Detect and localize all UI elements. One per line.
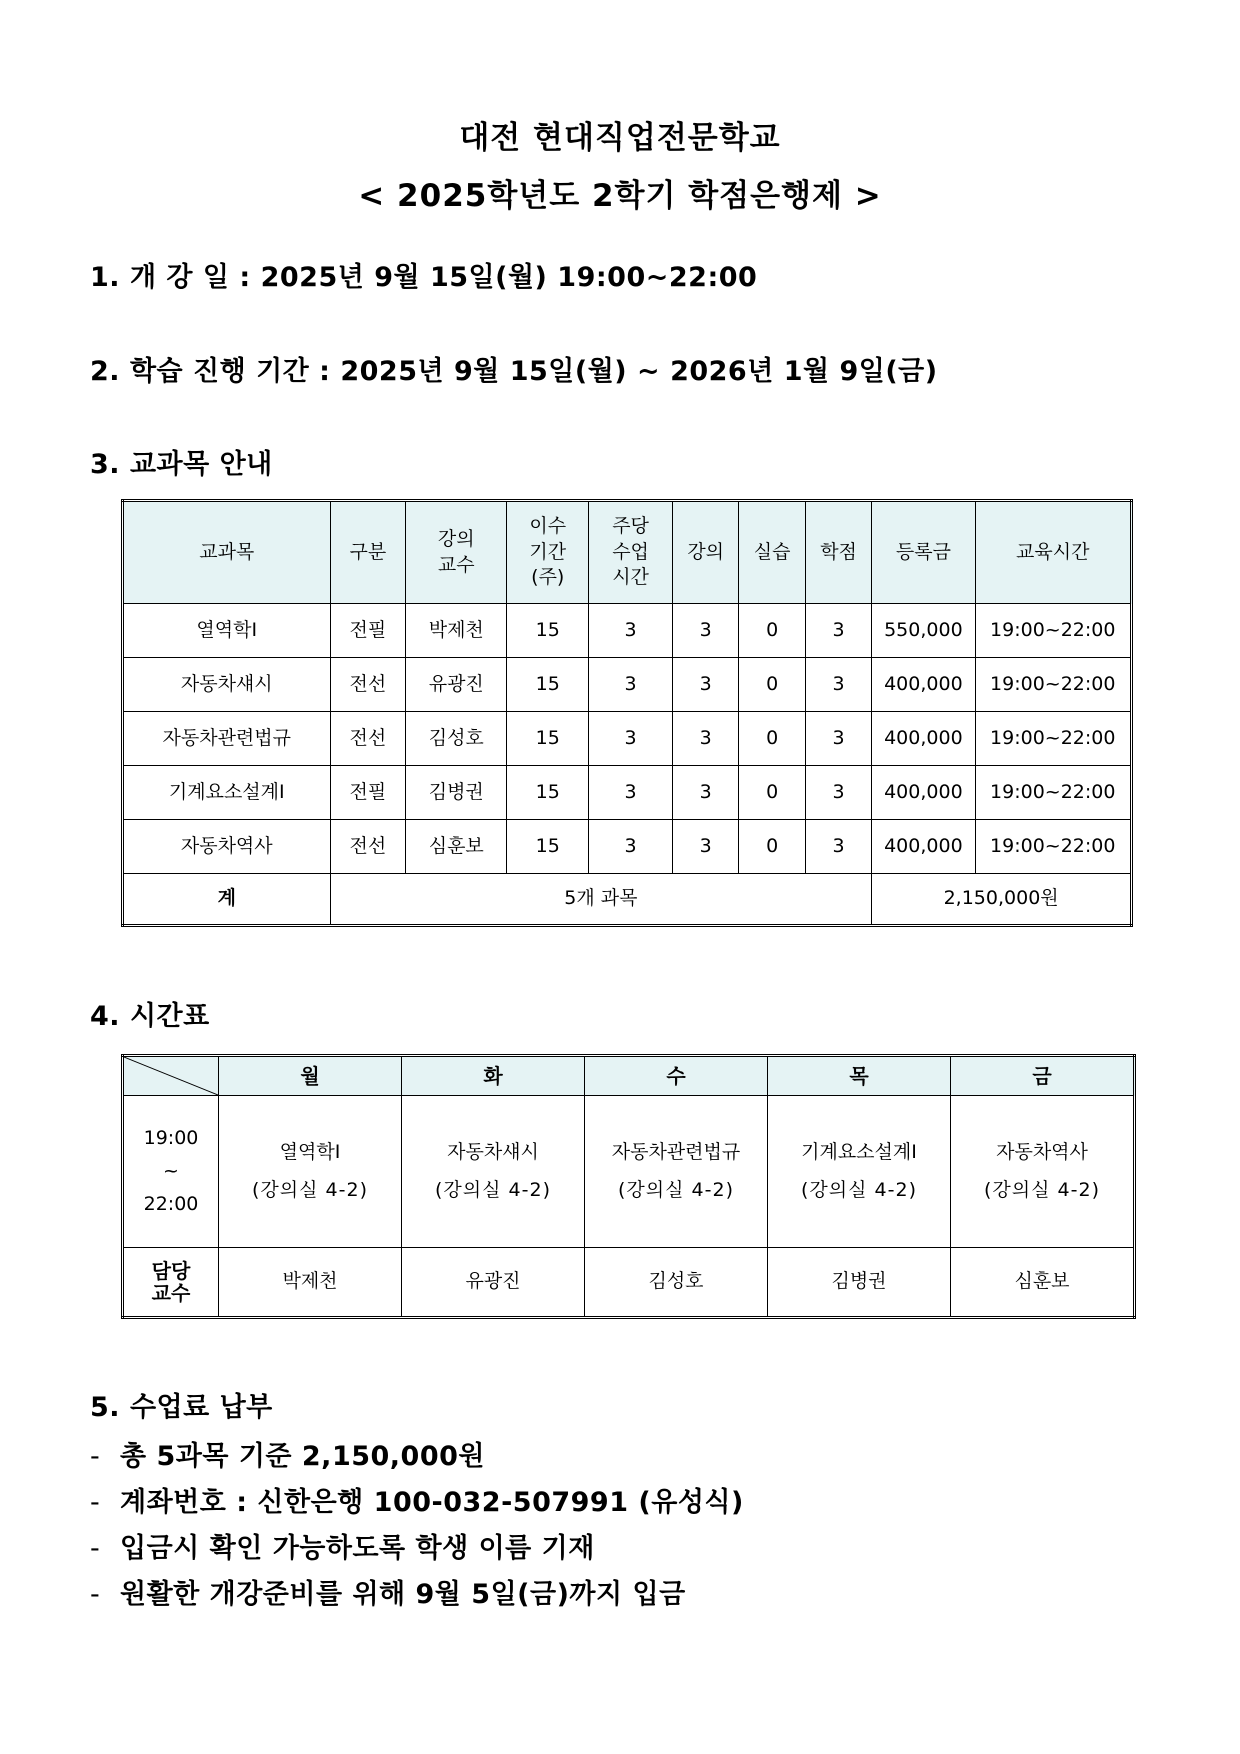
cell-weekly-hours: 3 (589, 604, 673, 658)
cell-practice: 0 (739, 604, 805, 658)
cell-practice: 0 (739, 766, 805, 820)
cell-fee: 400,000 (872, 766, 975, 820)
section-opening-date: 1. 개 강 일 : 2025년 9월 15일(월) 19:00~22:00 (90, 262, 758, 293)
cell-weekly-hours: 3 (589, 658, 673, 712)
cell-lecture: 3 (672, 820, 738, 874)
col-header-period: 이수 기간 (주) (507, 501, 589, 604)
cell-weekly-hours: 3 (589, 712, 673, 766)
time-slot-row (123, 1096, 1135, 1248)
professor-cell-mon: 박제천 (219, 1248, 402, 1318)
cell-fee: 400,000 (872, 820, 975, 874)
cell-lecture: 3 (672, 712, 738, 766)
cell-subject: 자동차섀시 (123, 658, 331, 712)
section-course-guide: 3. 교과목 안내 (90, 449, 273, 480)
cell-practice: 0 (739, 820, 805, 874)
section-tuition-payment: 5. 수업료 납부 (90, 1392, 273, 1423)
professor-row (123, 1248, 1135, 1318)
col-header-subject: 교과목 (123, 501, 331, 604)
section-timetable: 4. 시간표 (90, 1001, 210, 1032)
cell-period: 15 (507, 658, 589, 712)
cell-lecture: 3 (672, 766, 738, 820)
cell-fee: 550,000 (872, 604, 975, 658)
cell-period: 15 (507, 712, 589, 766)
total-course-count: 5개 과목 (330, 874, 872, 926)
payment-item: - 입금시 확인 가능하도록 학생 이름 기재 (90, 1533, 595, 1564)
cell-credit: 3 (805, 820, 871, 874)
cell-lecture: 3 (672, 604, 738, 658)
payment-item: - 총 5과목 기준 2,150,000원 (90, 1441, 485, 1472)
cell-subject: 자동차관련법규 (123, 712, 331, 766)
class-cell-mon: 열역학Ⅰ (강의실 4-2) (219, 1096, 402, 1248)
cell-credit: 3 (805, 658, 871, 712)
table-row (123, 766, 1132, 820)
col-header-practice: 실습 (739, 501, 805, 604)
cell-credit: 3 (805, 604, 871, 658)
cell-fee: 400,000 (872, 712, 975, 766)
time-slot-label: 19:00 ~ 22:00 (123, 1096, 219, 1248)
cell-time: 19:00~22:00 (975, 658, 1131, 712)
cell-type: 전필 (330, 604, 406, 658)
table-row (123, 820, 1132, 874)
term-subtitle: < 2025학년도 2학기 학점은행제 > (358, 178, 882, 214)
cell-period: 15 (507, 604, 589, 658)
col-header-professor: 강의 교수 (406, 501, 507, 604)
professor-cell-fri: 심훈보 (951, 1248, 1135, 1318)
professor-cell-wed: 김성호 (585, 1248, 768, 1318)
day-header-thu: 목 (768, 1056, 951, 1096)
cell-practice: 0 (739, 712, 805, 766)
cell-professor: 김성호 (406, 712, 507, 766)
table-row (123, 604, 1132, 658)
cell-professor: 심훈보 (406, 820, 507, 874)
day-header-fri: 금 (951, 1056, 1135, 1096)
cell-period: 15 (507, 820, 589, 874)
cell-subject: 열역학Ⅰ (123, 604, 331, 658)
diagonal-corner-cell (123, 1056, 219, 1096)
table-row (123, 712, 1132, 766)
total-row (123, 874, 1132, 926)
class-cell-wed: 자동차관련법규 (강의실 4-2) (585, 1096, 768, 1248)
class-cell-thu: 기계요소설계Ⅰ (강의실 4-2) (768, 1096, 951, 1248)
course-table (121, 499, 1133, 927)
professor-cell-thu: 김병권 (768, 1248, 951, 1318)
cell-credit: 3 (805, 712, 871, 766)
col-header-fee: 등록금 (872, 501, 975, 604)
cell-weekly-hours: 3 (589, 820, 673, 874)
timetable-header (123, 1056, 1135, 1096)
col-header-time: 교육시간 (975, 501, 1131, 604)
payment-item: - 계좌번호 : 신한은행 100-032-507991 (유성식) (90, 1487, 744, 1518)
cell-type: 전선 (330, 712, 406, 766)
cell-professor: 박제천 (406, 604, 507, 658)
total-label: 계 (123, 874, 331, 926)
cell-subject: 기계요소설계Ⅰ (123, 766, 331, 820)
section-study-period: 2. 학습 진행 기간 : 2025년 9월 15일(월) ~ 2026년 1월 9일(금) (90, 356, 938, 387)
cell-professor: 김병권 (406, 766, 507, 820)
col-header-lecture: 강의 (672, 501, 738, 604)
cell-type: 전필 (330, 766, 406, 820)
course-table-header (123, 501, 1132, 604)
professor-cell-tue: 유광진 (402, 1248, 585, 1318)
col-header-type: 구분 (330, 501, 406, 604)
cell-type: 전선 (330, 820, 406, 874)
cell-practice: 0 (739, 658, 805, 712)
col-header-credit: 학점 (805, 501, 871, 604)
class-cell-tue: 자동차섀시 (강의실 4-2) (402, 1096, 585, 1248)
cell-time: 19:00~22:00 (975, 766, 1131, 820)
day-header-tue: 화 (402, 1056, 585, 1096)
cell-period: 15 (507, 766, 589, 820)
cell-credit: 3 (805, 766, 871, 820)
professor-row-label: 담당 교수 (123, 1248, 219, 1318)
cell-professor: 유광진 (406, 658, 507, 712)
cell-lecture: 3 (672, 658, 738, 712)
day-header-mon: 월 (219, 1056, 402, 1096)
cell-type: 전선 (330, 658, 406, 712)
total-fee-sum: 2,150,000원 (872, 874, 1132, 926)
cell-time: 19:00~22:00 (975, 820, 1131, 874)
school-title: 대전 현대직업전문학교 (459, 120, 781, 156)
cell-weekly-hours: 3 (589, 766, 673, 820)
day-header-wed: 수 (585, 1056, 768, 1096)
table-row (123, 658, 1132, 712)
cell-time: 19:00~22:00 (975, 604, 1131, 658)
col-header-weekly-hours: 주당 수업 시간 (589, 501, 673, 604)
cell-time: 19:00~22:00 (975, 712, 1131, 766)
diagonal-line-icon (124, 1057, 218, 1095)
cell-fee: 400,000 (872, 658, 975, 712)
cell-subject: 자동차역사 (123, 820, 331, 874)
payment-item: - 원활한 개강준비를 위해 9월 5일(금)까지 입금 (90, 1579, 686, 1610)
class-cell-fri: 자동차역사 (강의실 4-2) (951, 1096, 1135, 1248)
timetable (121, 1054, 1136, 1319)
